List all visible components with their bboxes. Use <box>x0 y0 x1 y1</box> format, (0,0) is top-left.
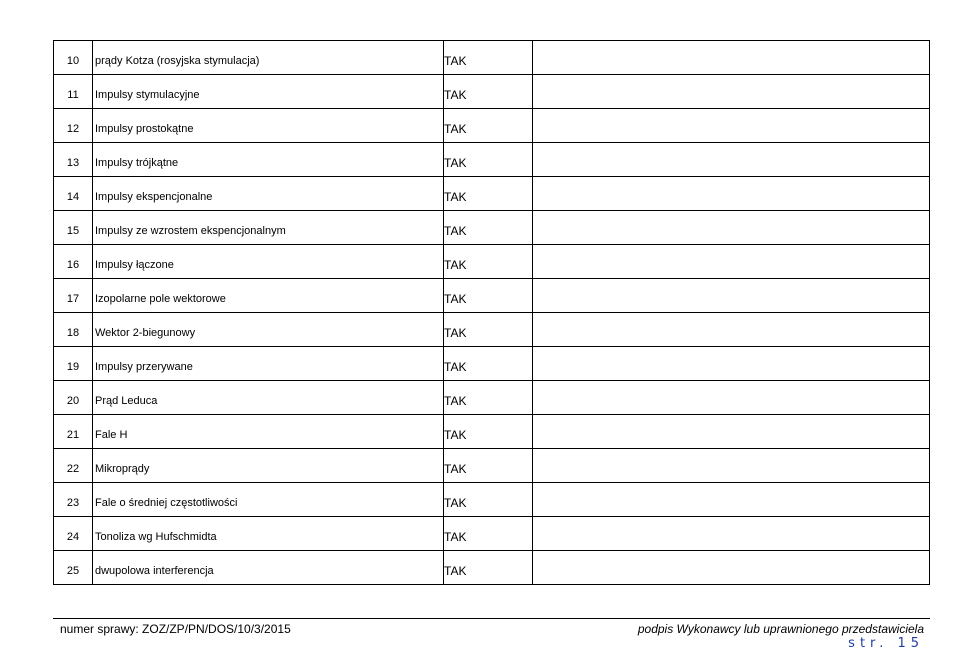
row-name-text: Prąd Leduca <box>95 394 158 407</box>
row-number-text: 25 <box>66 564 80 577</box>
row-name <box>93 347 444 381</box>
row-number <box>54 483 93 517</box>
row-value-text: TAK <box>444 87 467 102</box>
row-number-text: 11 <box>67 88 79 101</box>
row-number-text: 23 <box>66 496 80 509</box>
table-row <box>54 483 930 517</box>
row-name <box>93 177 444 211</box>
row-number <box>54 381 93 415</box>
row-name <box>93 415 444 449</box>
row-name <box>93 517 444 551</box>
row-value-text: TAK <box>444 461 467 476</box>
row-value-text: TAK <box>444 393 467 408</box>
row-value <box>444 279 533 313</box>
table-row <box>54 143 930 177</box>
footer-divider <box>53 618 930 619</box>
row-value <box>444 415 533 449</box>
row-note <box>533 551 930 585</box>
row-note <box>533 109 930 143</box>
table-row <box>54 551 930 585</box>
row-number <box>54 75 93 109</box>
table-row <box>54 109 930 143</box>
specification-table <box>53 40 930 585</box>
row-name-text: prądy Kotza (rosyjska stymulacja) <box>95 54 260 67</box>
row-name <box>93 211 444 245</box>
row-number <box>54 551 93 585</box>
table-row <box>54 75 930 109</box>
row-number <box>54 313 93 347</box>
row-number-text: 15 <box>66 224 80 237</box>
row-name <box>93 313 444 347</box>
row-name-text: Impulsy łączone <box>95 258 174 271</box>
row-value-text: TAK <box>444 291 467 306</box>
row-value <box>444 483 533 517</box>
row-name <box>93 41 444 75</box>
row-note <box>533 381 930 415</box>
row-name-text: Tonoliza wg Hufschmidta <box>95 530 217 543</box>
row-name <box>93 449 444 483</box>
row-number-text: 16 <box>66 258 80 271</box>
table-row <box>54 347 930 381</box>
row-number <box>54 279 93 313</box>
row-value <box>444 313 533 347</box>
row-note <box>533 279 930 313</box>
row-number <box>54 449 93 483</box>
table-body <box>54 41 930 585</box>
row-number <box>54 415 93 449</box>
row-value-text: TAK <box>444 529 467 544</box>
table-row <box>54 381 930 415</box>
table-row <box>54 245 930 279</box>
row-note <box>533 41 930 75</box>
table-row <box>54 177 930 211</box>
row-number-text: 24 <box>66 530 80 543</box>
row-name <box>93 551 444 585</box>
row-number <box>54 347 93 381</box>
row-value-text: TAK <box>444 427 467 442</box>
row-name-text: Mikroprądy <box>95 462 150 475</box>
row-name-text: dwupolowa interferencja <box>95 564 214 577</box>
row-name-text: Impulsy ekspencjonalne <box>95 190 213 203</box>
row-name <box>93 279 444 313</box>
row-name-text: Impulsy trójkątne <box>95 156 179 169</box>
page-number: str. 15 <box>848 636 924 651</box>
row-value <box>444 143 533 177</box>
row-number <box>54 245 93 279</box>
row-value <box>444 211 533 245</box>
row-value <box>444 41 533 75</box>
row-number <box>54 109 93 143</box>
row-value <box>444 449 533 483</box>
row-name <box>93 75 444 109</box>
table-row <box>54 517 930 551</box>
row-name-text: Impulsy przerywane <box>95 360 193 373</box>
signature-label: podpis Wykonawcy lub uprawnionego przedstawiciela <box>637 622 924 636</box>
row-value <box>444 109 533 143</box>
row-note <box>533 245 930 279</box>
row-value <box>444 551 533 585</box>
row-value-text: TAK <box>444 257 467 272</box>
row-name-text: Fale o średniej częstotliwości <box>95 496 238 509</box>
row-number <box>54 211 93 245</box>
table-row <box>54 313 930 347</box>
row-name-text: Fale H <box>95 428 128 441</box>
row-note <box>533 75 930 109</box>
row-note <box>533 313 930 347</box>
table-row <box>54 211 930 245</box>
row-note <box>533 449 930 483</box>
row-number-text: 14 <box>66 190 80 203</box>
row-number-text: 12 <box>66 122 80 135</box>
row-name-text: Impulsy stymulacyjne <box>95 88 200 101</box>
row-note <box>533 211 930 245</box>
row-value-text: TAK <box>444 359 467 374</box>
row-number-text: 17 <box>66 292 80 305</box>
row-value <box>444 177 533 211</box>
row-note <box>533 415 930 449</box>
row-name <box>93 245 444 279</box>
table-row <box>54 41 930 75</box>
row-name-text: Izopolarne pole wektorowe <box>95 292 226 305</box>
row-note <box>533 517 930 551</box>
row-note <box>533 347 930 381</box>
row-number-text: 10 <box>66 54 80 67</box>
row-note <box>533 483 930 517</box>
row-value-text: TAK <box>444 495 467 510</box>
row-value <box>444 517 533 551</box>
row-value-text: TAK <box>444 121 467 136</box>
row-name-text: Impulsy prostokątne <box>95 122 194 135</box>
row-number-text: 22 <box>66 462 80 475</box>
row-note <box>533 143 930 177</box>
row-value-text: TAK <box>444 223 467 238</box>
row-name-text: Wektor 2-biegunowy <box>95 326 196 339</box>
row-name <box>93 109 444 143</box>
row-value-text: TAK <box>444 189 467 204</box>
case-number: numer sprawy: ZOZ/ZP/PN/DOS/10/3/2015 <box>60 622 291 636</box>
row-name <box>93 381 444 415</box>
row-name <box>93 143 444 177</box>
row-value <box>444 245 533 279</box>
table-row <box>54 449 930 483</box>
row-value <box>444 347 533 381</box>
row-name-text: Impulsy ze wzrostem ekspencjonalnym <box>95 224 286 237</box>
row-number-text: 19 <box>66 360 80 373</box>
row-number <box>54 177 93 211</box>
row-value-text: TAK <box>444 155 467 170</box>
row-number-text: 20 <box>66 394 80 407</box>
row-number-text: 13 <box>66 156 80 169</box>
row-number <box>54 517 93 551</box>
row-number-text: 18 <box>66 326 80 339</box>
row-value-text: TAK <box>444 563 467 578</box>
row-note <box>533 177 930 211</box>
row-value <box>444 75 533 109</box>
row-name <box>93 483 444 517</box>
row-value-text: TAK <box>444 53 467 68</box>
row-number-text: 21 <box>66 428 80 441</box>
row-value <box>444 381 533 415</box>
row-number <box>54 41 93 75</box>
table-row <box>54 415 930 449</box>
row-number <box>54 143 93 177</box>
row-value-text: TAK <box>444 325 467 340</box>
table-row <box>54 279 930 313</box>
